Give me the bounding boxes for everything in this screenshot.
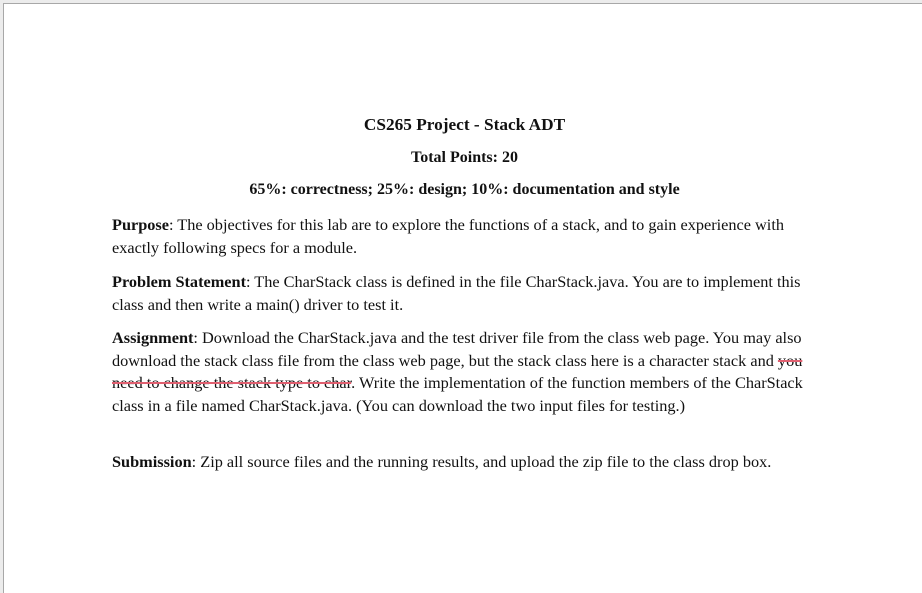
submission-text: : Zip all source files and the running results, and upload the zip file to the class drop box.	[191, 452, 772, 471]
submission-label: Submission	[112, 452, 192, 471]
purpose-label: Purpose	[112, 215, 169, 234]
assignment-label: Assignment	[112, 328, 194, 347]
assignment-paragraph	[112, 327, 817, 417]
document-viewport	[3, 3, 922, 593]
struck-through-text: you need to change the stack type to char	[112, 350, 803, 392]
problem-statement-paragraph	[112, 271, 817, 316]
problem-statement-text: : The CharStack class is defined in the file CharStack.java. You are to implement this class and then write a main() driver to test it.	[112, 272, 801, 314]
purpose-paragraph	[112, 214, 817, 259]
problem-statement-label: Problem Statement	[112, 272, 246, 291]
purpose-text: : The objectives for this lab are to explore the functions of a stack, and to gain experience with exactly following specs for a module.	[112, 215, 784, 257]
grading-breakdown: 65%: correctness; 25%: design; 10%: documentation and style	[249, 181, 680, 198]
submission-paragraph	[112, 451, 817, 474]
assignment-text-before: : Download the CharStack.java and the test driver file from the class web page. You may also download the stack class file from the class web page, but the stack class here is a character stack and	[112, 328, 802, 370]
document-title: CS265 Project - Stack ADT	[363, 115, 566, 134]
assignment-text-after: . Write the implementation of the function members of the CharStack class in a file named CharStack.java. (You can download the two input files for testing.)	[112, 373, 803, 415]
total-points: Total Points: 20	[411, 149, 518, 166]
